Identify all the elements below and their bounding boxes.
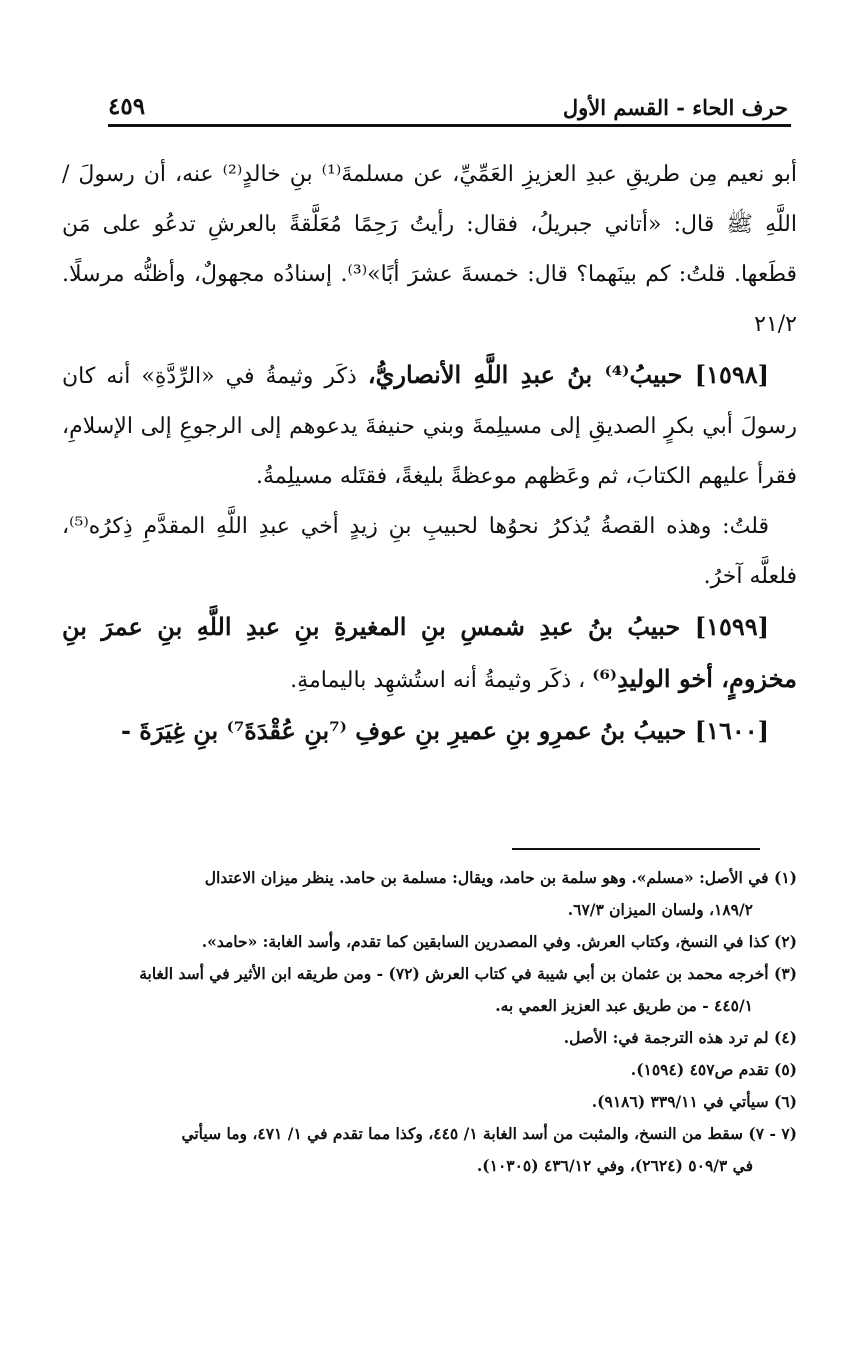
footnote-line: (٣) أخرجه محمد بن عثمان بن أبي شيبة في كتاب العرش (٧٢) - ومن طريقه ابن الأثير في أسد الغابة [139, 964, 797, 983]
running-header [108, 82, 788, 120]
opening-paragraph-text: أبو نعيم مِن طريقِ عبدِ العزيزِ العَمِّيِّ، عن مسلمةَ⁽¹⁾ بنِ خالدٍ⁽²⁾ عنه، أن رسولَ / اللَّهِ ﷺ قال: «أتاني جبريلُ، فقال: رأيتُ رَحِمًا مُعَلَّقةً بالعرشِ تدعُو على مَن قطَعها. قلتُ: كم بينَهما؟ قال: خمسةَ عشرَ أبًا»⁽³⁾. إسنادُه مجهولٌ، وأظنُّه مرسلًا. [62, 162, 798, 287]
entry-1598-title: [١٥٩٨] حبيبُ⁽⁴⁾ بنُ عبدِ اللَّهِ الأنصاريُّ، [367, 360, 769, 389]
running-title: حرف الحاء - القسم الأول [562, 95, 788, 120]
footnote-rule [512, 848, 760, 850]
entry-1598-text: ذكَر وثيمةُ في «الرِّدَّةِ» أنه كان رسولَ أبي بكرٍ الصديقِ إلى مسيلِمةَ وبني حنيفةَ يدعوهم إلى الرجوعِ إلى الإسلامِ، فقرأ عليهم الكتابَ، ثم وعَظهم موعظةً بليغةً، فقتَله مسيلِمةُ. [62, 364, 797, 489]
footnote-line: (٥) تقدم ص٤٥٧ (١٥٩٤). [630, 1060, 797, 1079]
footnote-line: (٢) كذا في النسخ، وكتاب العرش. وفي المصدرين السابقين كما تقدم، وأسد الغابة: «حامد». [201, 932, 797, 951]
footnotes [62, 862, 797, 1182]
footnote-line: (١) في الأصل: «مسلم». وهو سلمة بن حامد، ويقال: مسلمة بن حامد. ينظر ميزان الاعتدال [204, 868, 797, 887]
footnote-line: ١٨٩/٢، ولسان الميزان ٦٧/٣. [567, 900, 753, 919]
entry-1598 [62, 350, 797, 502]
author-note-paragraph [62, 502, 797, 602]
footnote-line: في ٥٠٩/٣ (٢٦٢٤)، وفي ٤٣٦/١٢ (١٠٣٠٥). [476, 1156, 753, 1175]
footnote-line: ٤٤٥/١ - من طريق عبد العزيز العمي به. [495, 996, 753, 1015]
page-number: ٤٥٩ [108, 93, 146, 120]
main-text [62, 150, 797, 758]
footnote-line: (٤) لم ترد هذه الترجمة في: الأصل. [563, 1028, 797, 1047]
header-rule [108, 124, 791, 127]
author-note-text: قلتُ: وهذه القصةُ يُذكرُ نحوُها لحبيبِ بنِ زيدٍ أخي عبدِ اللَّهِ المقدَّمِ ذِكرُه⁽⁵⁾، فلعلَّه آخرُ. [62, 514, 797, 589]
footnote-line: (٦) سيأتي في ٣٣٩/١١ (٩١٨٦). [591, 1092, 797, 1111]
opening-paragraph [62, 150, 797, 350]
entry-1600 [62, 706, 797, 758]
footnote-line: (٧ - ٧) سقط من النسخ، والمثبت من أسد الغابة ١/ ٤٤٥، وكذا مما تقدم في ١/ ٤٧١، وما سيأتي [181, 1124, 797, 1143]
entry-1600-title: [١٦٠٠] حبيبُ بنُ عمرِو بنِ عميرِ بنِ عوفِ ⁽⁷بنِ عُقْدَةَ⁷⁾ بنِ غِيَرَةَ - [120, 716, 769, 745]
entry-1599-text: ، ذكَر وثيمةُ أنه استُشهِد باليمامةِ. [290, 668, 586, 693]
entry-1599 [62, 602, 797, 706]
entry-1599-title: [١٥٩٩] حبيبُ بنُ عبدِ شمسِ بنِ المغيرةِ بنِ عبدِ اللَّهِ بنِ عمرَ بنِ مخزومٍ، أخو الوليدِ⁽⁶⁾ [62, 612, 797, 693]
margin-reference: ٢١/٢ [754, 312, 797, 337]
